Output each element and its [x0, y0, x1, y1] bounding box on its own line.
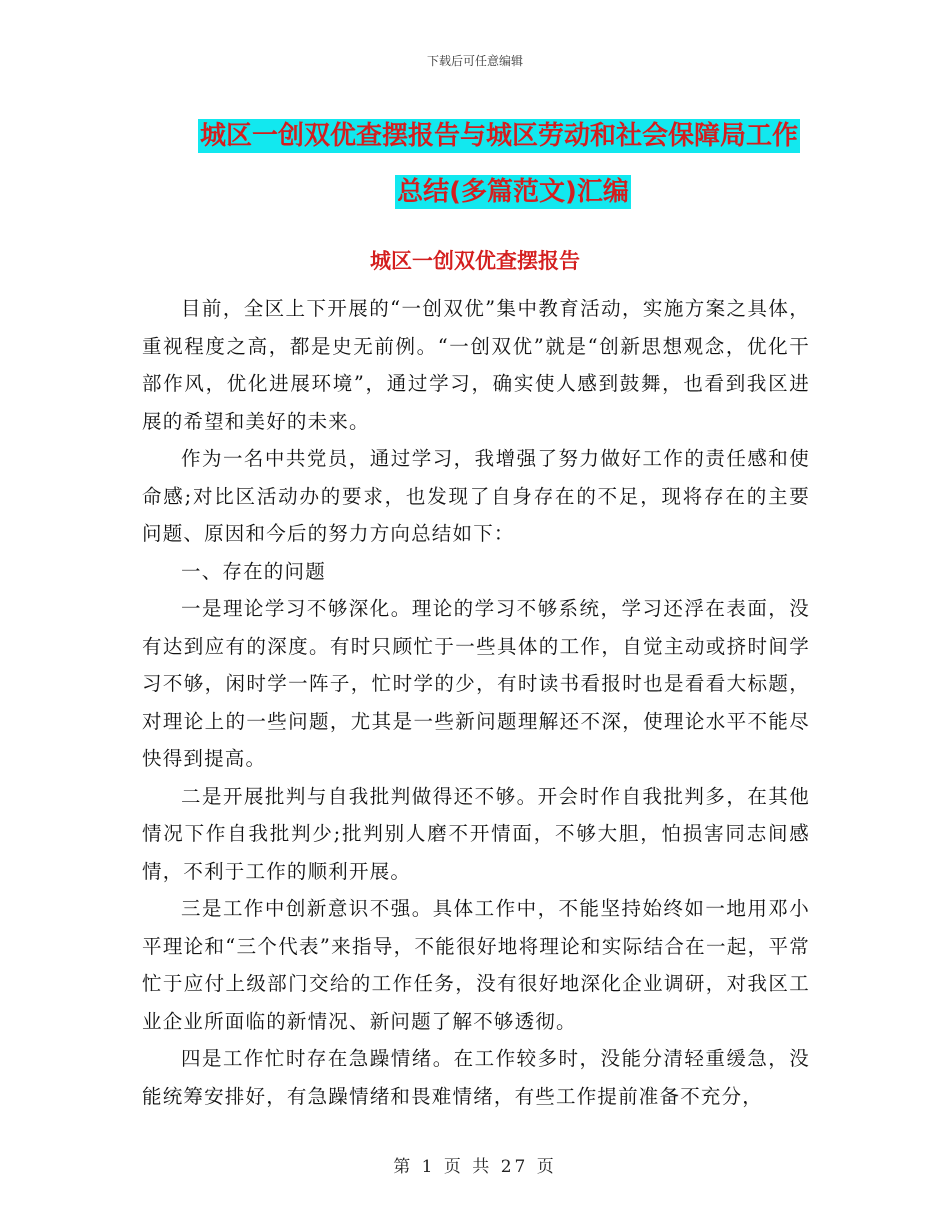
document-body	[142, 290, 810, 1115]
paragraph: 三是工作中创新意识不强。具体工作中，不能坚持始终如一地用邓小平理论和“三个代表”来指导，不能很好地将理论和实际结合在一起，平常忙于应付上级部门交给的工作任务，没有很好地深化企业调研，对我区工业企业所面临的新情况、新问题了解不够透彻。	[142, 897, 810, 1033]
section-title: 城区一创双优查摆报告	[370, 249, 580, 273]
paragraph: 一是理论学习不够深化。理论的学习不够系统，学习还浮在表面，没有达到应有的深度。有时只顾忙于一些具体的工作，自觉主动或挤时间学习不够，闲时学一阵子，忙时学的少，有时读书看报时也是看看大标题，对理论上的一些问题，尤其是一些新问题理解还不深，使理论水平不能尽快得到提高。	[142, 597, 810, 770]
paragraph: 二是开展批判与自我批判做得还不够。开会时作自我批判多，在其他情况下作自我批判少;批判别人磨不开情面，不够大胆，怕损害同志间感情，不利于工作的顺利开展。	[142, 784, 810, 883]
document-title-line-1: 城区一创双优查摆报告与城区劳动和社会保障局工作	[199, 121, 798, 151]
document-title-line-2: 总结(多篇范文)汇编	[397, 177, 629, 207]
page-footer-number: 第 1 页 共 27 页	[393, 1157, 557, 1177]
paragraph: 目前，全区上下开展的“一创双优”集中教育活动，实施方案之具体，重视程度之高，都是史无前例。“一创双优”就是“创新思想观念，优化干部作风，优化进展环境”，通过学习，确实使人感到鼓舞，也看到我区进展的希望和美好的未来。	[142, 297, 810, 433]
paragraph: 作为一名中共党员，通过学习，我增强了努力做好工作的责任感和使命感;对比区活动办的要求，也发现了自身存在的不足，现将存在的主要问题、原因和今后的努力方向总结如下：	[142, 447, 810, 545]
paragraph: 四是工作忙时存在急躁情绪。在工作较多时，没能分清轻重缓急，没能统筹安排好，有急躁情绪和畏难情绪，有些工作提前准备不充分，	[142, 1047, 810, 1108]
page-header-note: 下载后可任意编辑	[426, 54, 523, 68]
document-title	[0, 108, 950, 220]
subheading: 一、存在的问题	[181, 559, 326, 583]
